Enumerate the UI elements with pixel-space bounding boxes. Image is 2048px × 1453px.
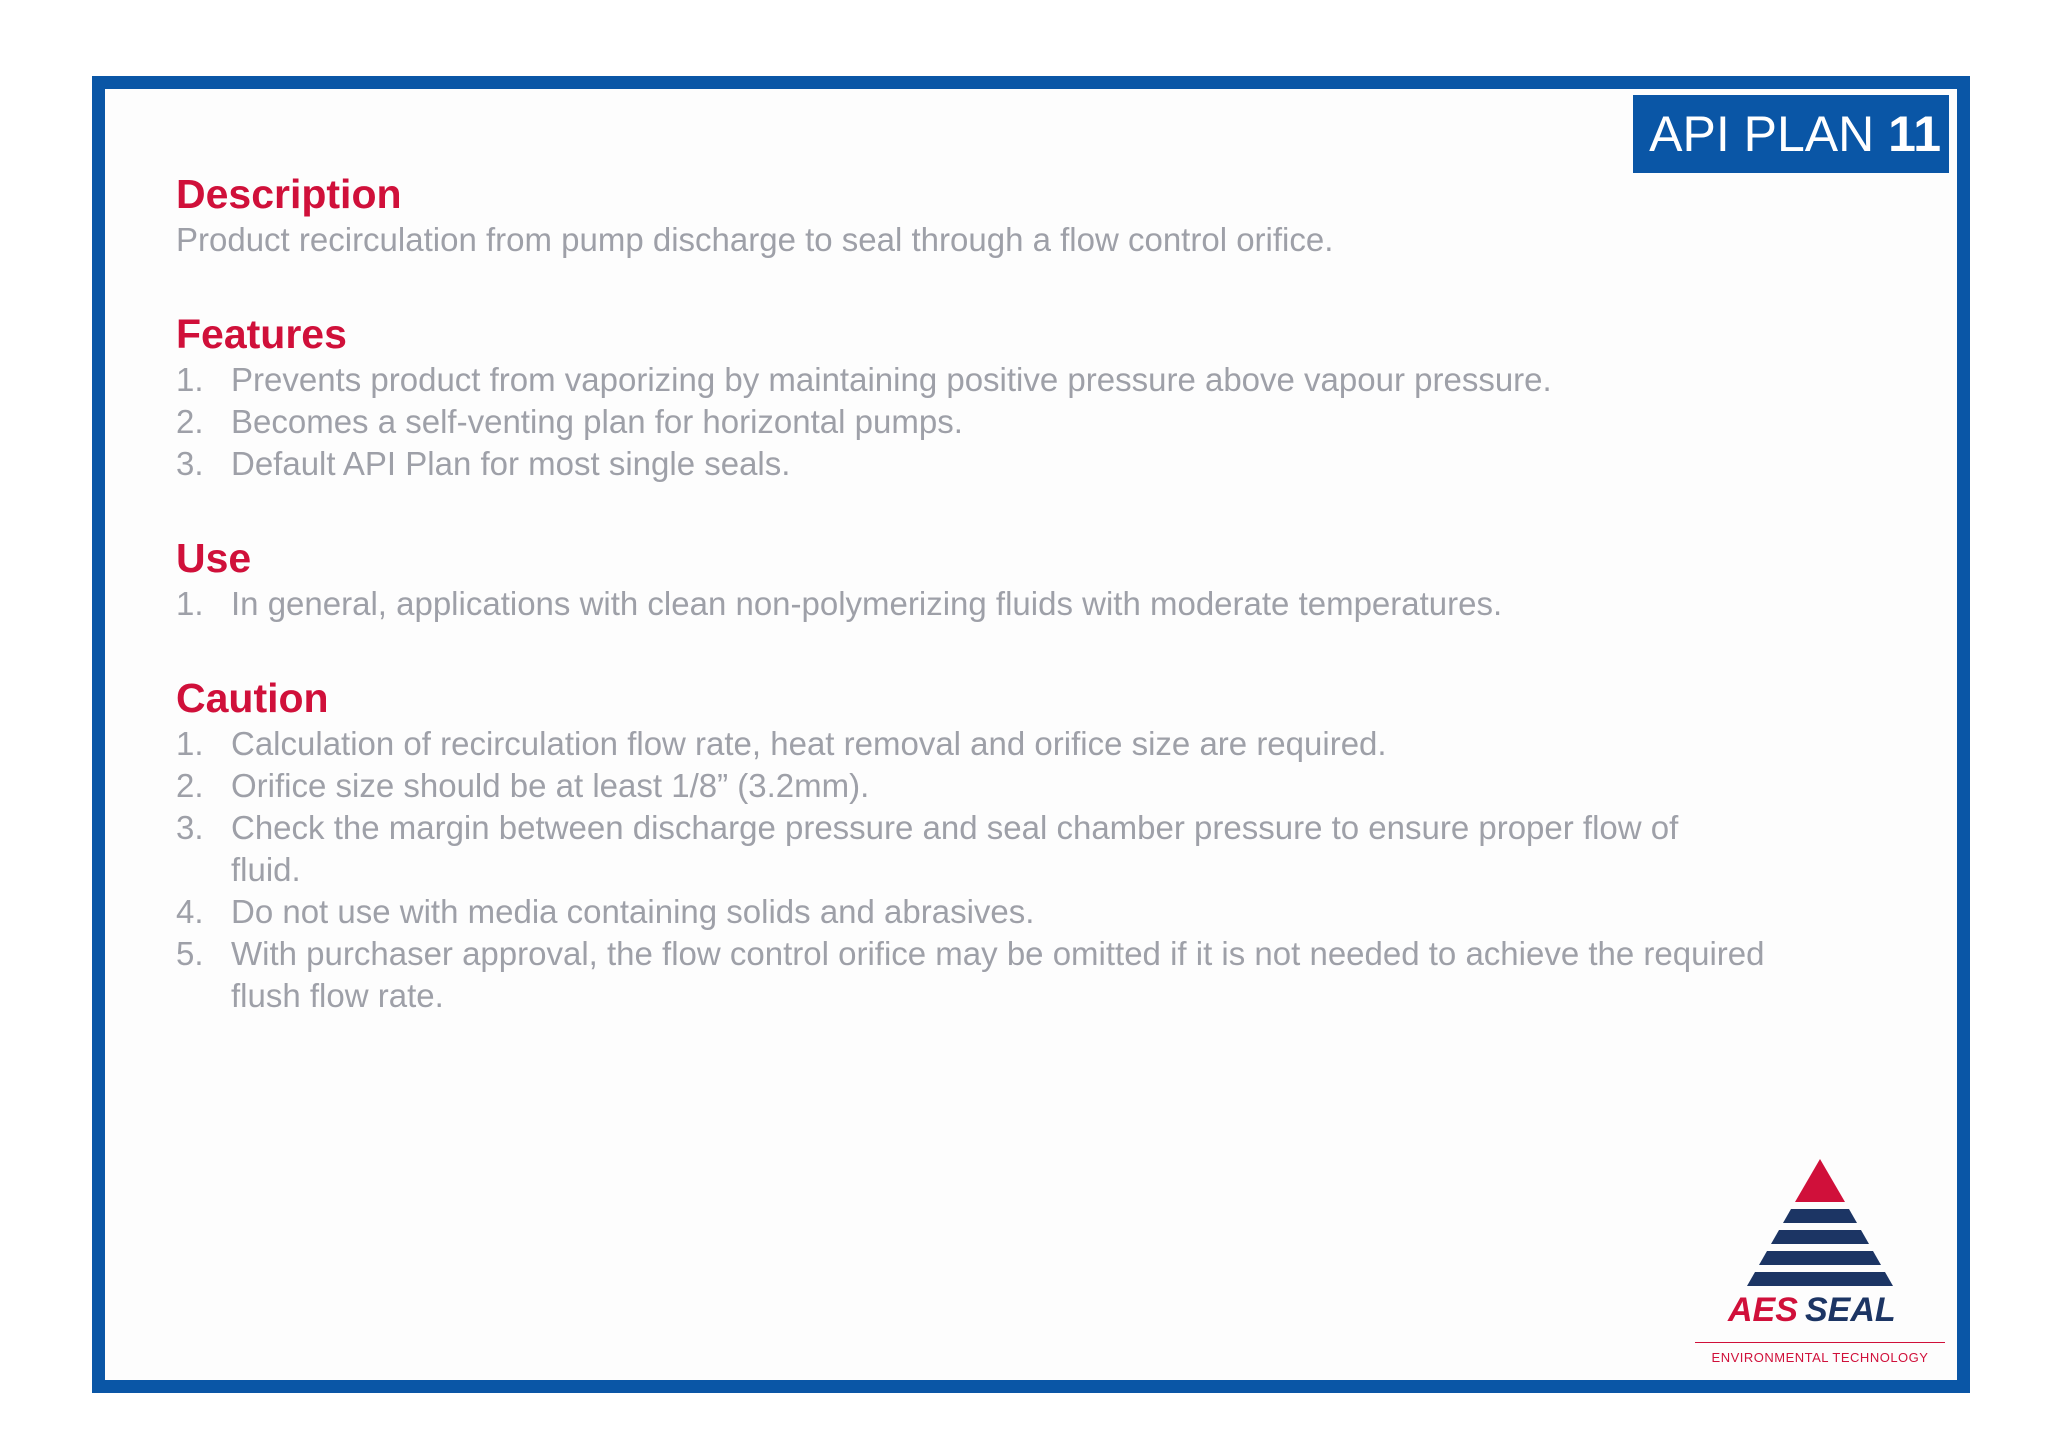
logo-mark-icon [1695,1159,1945,1339]
item-number: 5. [176,935,204,972]
list-item [176,807,1896,891]
list-item [176,443,1896,485]
item-number: 2. [176,403,204,440]
list-item [176,765,1896,807]
description-text: Product recirculation from pump discharge to seal through a flow control orifice. [176,221,1334,258]
description-section [176,169,1896,261]
aesseal-logo [1695,1159,1945,1369]
use-list [176,583,1896,625]
item-number: 2. [176,767,204,804]
item-text: Becomes a self-venting plan for horizontal pumps. [231,403,963,440]
item-number: 1. [176,361,204,398]
features-section [176,309,1896,485]
item-text: With purchaser approval, the flow control orifice may be omitted if it is not needed to achieve the required flush flow rate. [231,935,1765,1014]
item-text: In general, applications with clean non-polymerizing fluids with moderate temperatures. [231,585,1503,622]
list-item [176,723,1896,765]
item-text: Default API Plan for most single seals. [231,445,791,482]
use-section [176,533,1896,625]
item-number: 3. [176,445,204,482]
list-item [176,933,1896,1017]
item-text: Check the margin between discharge pressure and seal chamber pressure to ensure proper flow of fluid. [231,809,1679,888]
list-item [176,583,1896,625]
use-heading: Use [176,535,252,581]
item-number: 1. [176,725,204,762]
item-number: 3. [176,809,204,846]
item-number: 4. [176,893,204,930]
caution-section [176,673,1896,1017]
item-text: Calculation of recirculation flow rate, heat removal and orifice size are required. [231,725,1387,762]
logo-tagline: ENVIRONMENTAL TECHNOLOGY [1695,1342,1945,1365]
caution-list [176,723,1896,1017]
item-number: 1. [176,585,204,622]
logo-brand-right: SEAL [1805,1291,1896,1329]
item-text: Orifice size should be at least 1/8” (3.2mm). [231,767,870,804]
list-item [176,891,1896,933]
item-text: Prevents product from vaporizing by maintaining positive pressure above vapour pressure. [231,361,1552,398]
description-heading: Description [176,171,402,217]
caution-heading: Caution [176,675,329,721]
slide-frame [92,76,1970,1393]
plan-badge-prefix: API PLAN [1649,106,1875,162]
content [176,169,1896,1017]
features-heading: Features [176,311,347,357]
item-text: Do not use with media containing solids and abrasives. [231,893,1035,930]
logo-brand-left: AES [1728,1291,1798,1329]
plan-badge [1633,95,1949,173]
list-item [176,359,1896,401]
features-list [176,359,1896,485]
list-item [176,401,1896,443]
plan-badge-number: 11 [1888,106,1941,162]
